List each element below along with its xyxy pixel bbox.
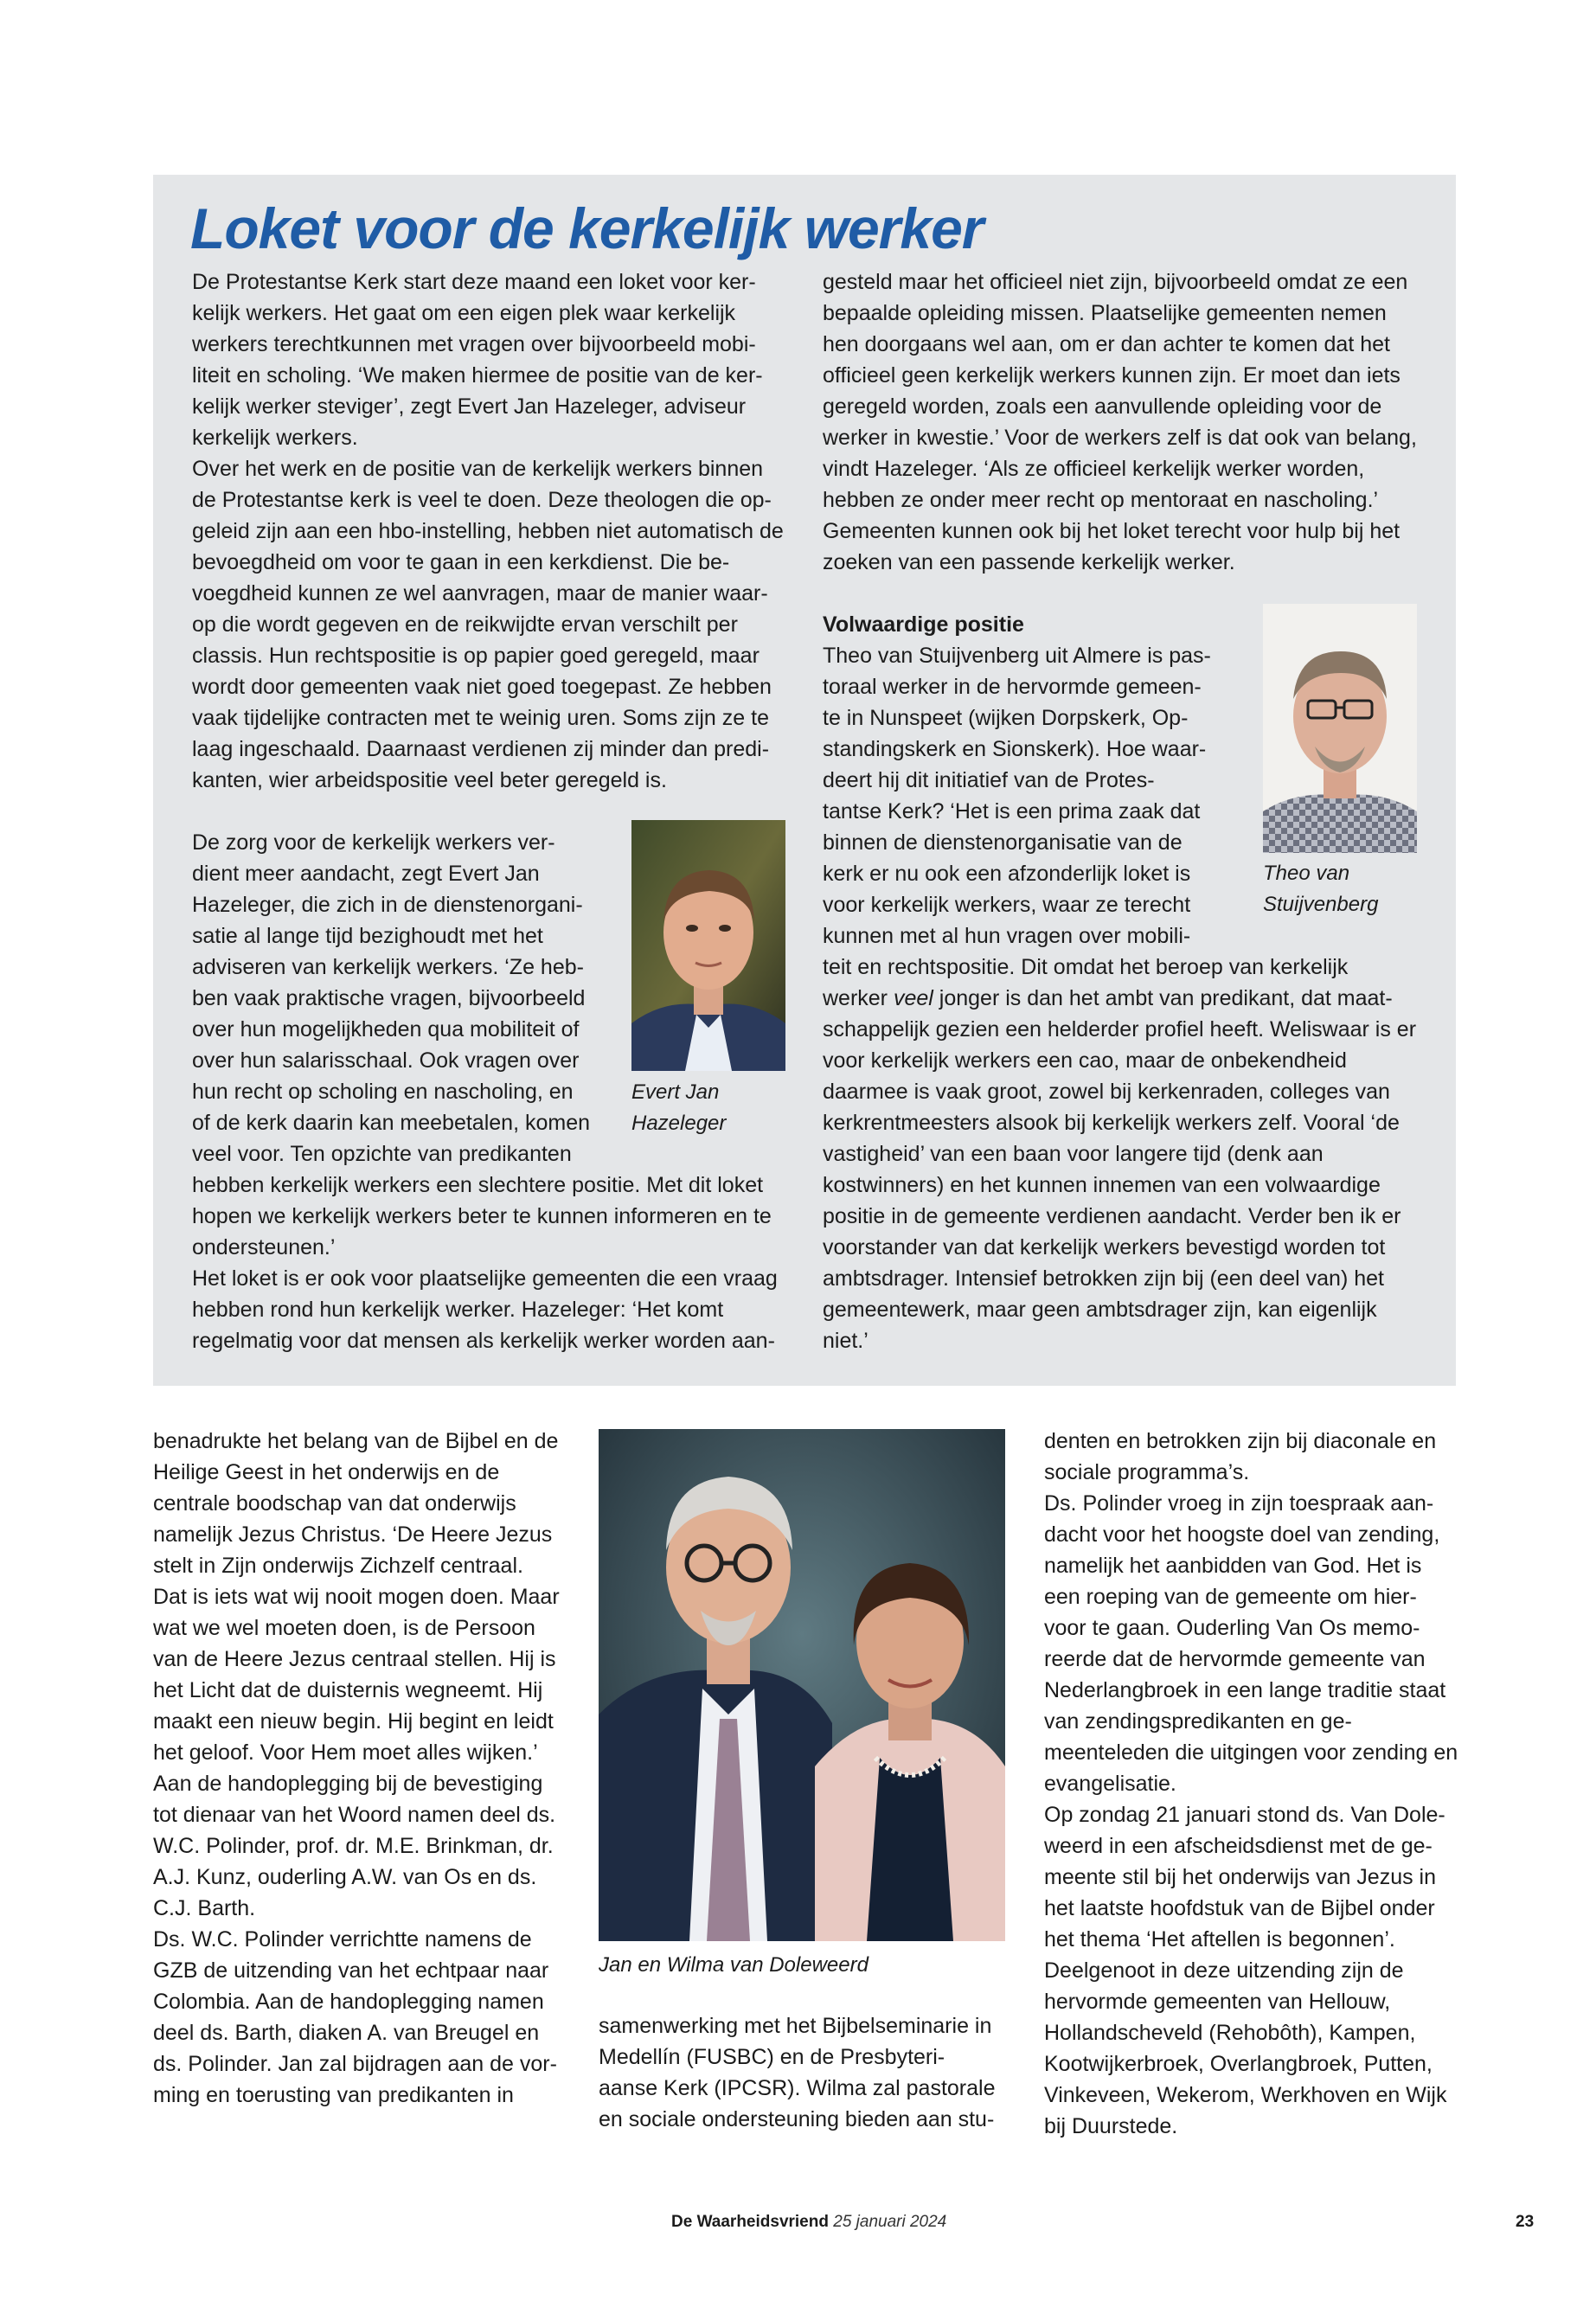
main-column-2 — [599, 2010, 1010, 2135]
text-line: toraal werker in de hervormde gemeen- — [823, 675, 1202, 699]
main-paragraph: Ds. Polinder vroeg in zijn toespraak aan- dacht voor het hoogste doel van zending, namelijk het aanbidden van God. Het is een roeping van de gemeente om hier- voor te gaan. Ouderling Van Os memo- reerde dat de hervormde gemeente van Nederlangbroek in een lange traditie staat van zendingspredikanten en ge- meenteleden die uitgingen voor zending en evangelisatie. — [1044, 1491, 1458, 1796]
main-column-3 — [1044, 1426, 1459, 2142]
text-line: binnen de dienstenorganisatie van de — [823, 830, 1183, 855]
text-span: jonger is dan het ambt van predikant, dat maat- schappelijk gezien een helderder profiel heeft. Weliswaar is er voor kerkelijk werkers een cao, maar de onbekendheid daarmee is vaak groot, zowel bij kerkenraden, colleges van kerkrentmeesters alsook bij kerkelijk werkers zelf. Vooral ‘de vastigheid’ van een baan voor langere tijd (denk aan kostwinners) en het kunnen innemen van een volwaardige positie in de gemeente verdienen aandacht. Verder ben ik er voorstander van dat kerkelijk werkers bevestigd worden tot ambtsdrager. Intensief betrokken zijn bij (een deel van) het gemeentewerk, maar geen ambtsdrager zijn, kan eigenlijk niet.’ — [823, 986, 1417, 1353]
text-line: adviseren van kerkelijk werkers. ‘Ze heb- — [192, 955, 584, 979]
portrait-illustration — [631, 820, 785, 1071]
publication-name: De Waarheidsvriend — [671, 2213, 829, 2231]
text-line: ben vaak praktische vragen, bijvoorbeeld — [192, 986, 586, 1010]
text-span: werker — [823, 986, 894, 1010]
text-line: over hun salarisschaal. Ook vragen over — [192, 1048, 580, 1073]
publication-date: 25 januari 2024 — [833, 2213, 947, 2231]
portrait-illustration — [1263, 604, 1417, 853]
text-line: teit en rechtspositie. Dit omdat het beroep van kerkelijk — [823, 955, 1349, 979]
photo-evert-jan-hazeleger — [631, 820, 785, 1071]
text-line: Hazeleger, die zich in de dienstenorgani- — [192, 893, 583, 917]
box-paragraph: Over het werk en de positie van de kerkelijk werkers binnen de Protestantse kerk is veel te doen. Deze theologen die op- geleid zijn aan een hbo-instelling, hebben niet automatisch de bevoegdheid om voor te gaan in een kerkdienst. Die be- voegdheid kunnen ze wel aanvragen, maar de manier waar- op die wordt gegeven en de reikwijdte ervan verschilt per classis. Hun rechtspositie is op papier goed geregeld, maar wordt door gemeenten vaak niet goed toegepast. Ze hebben vaak tijdelijke contracten met te weinig uren. Soms zijn ze te laag ingeschaald. Daarnaast verdienen zij minder dan predi- kanten, wier arbeidspositie veel beter geregeld is. — [192, 457, 784, 792]
text-line: te in Nunspeet (wijken Dorpskerk, Op- — [823, 706, 1189, 730]
text-line: kunnen met al hun vragen over mobili- — [823, 924, 1191, 948]
main-paragraph: benadrukte het belang van de Bijbel en de Heilige Geest in het onderwijs en de centrale boodschap van dat onderwijs namelijk Jezus Christus. ‘De Heere Jezus stelt in Zijn onderwijs Zichzelf centraal. Dat is iets wat wij nooit mogen doen. Maar wat we wel moeten doen, is de Persoon van de Heere Jezus centraal stellen. Hij is het Licht dat de duisternis wegneemt. Hij maakt een nieuw begin. Hij begint en leidt het geloof. Voor Hem moet alles wijken.’ — [153, 1429, 560, 1765]
text-line: hopen we kerkelijk werkers beter te kunnen informeren en te — [192, 1204, 772, 1228]
portrait-illustration — [599, 1429, 1005, 1941]
caption-theo — [1263, 858, 1378, 920]
text-line: voor kerkelijk werkers, waar ze terecht — [823, 893, 1191, 917]
subheading-text: Volwaardige positie — [823, 612, 1024, 637]
caption-hazeleger — [631, 1077, 726, 1139]
caption-line: Theo van — [1263, 862, 1350, 885]
page-number: 23 — [1516, 2213, 1535, 2231]
box-paragraph — [823, 983, 1428, 1356]
text-line: standingskerk en Sionskerk). Hoe waar- — [823, 737, 1207, 761]
text-line: veel voor. Ten opzichte van predikanten — [192, 1142, 572, 1166]
text-line: deert hij dit initiatief van de Protes- — [823, 768, 1155, 792]
text-line: hun recht op scholing en nascholing, en — [192, 1080, 574, 1104]
caption-line: Hazeleger — [631, 1112, 727, 1135]
main-paragraph: Aan de handoplegging bij de bevestiging tot dienaar van het Woord namen deel ds. W.C. Polinder, prof. dr. M.E. Brinkman, dr. A.J. Kunz, ouderling A.W. van Os en ds. C.J. Barth. — [153, 1772, 556, 1920]
emphasis: veel — [893, 986, 933, 1010]
text-line: ondersteunen.’ — [192, 1235, 336, 1259]
main-column-1 — [153, 1426, 560, 2111]
caption-line: Stuijvenberg — [1263, 893, 1379, 916]
box-paragraph: De Protestantse Kerk start deze maand een loket voor ker- kelijk werkers. Het gaat om een eigen plek waar kerkelijk werkers terechtkunnen met vragen over bijvoorbeeld mobi- liteit en scholing. ‘We maken hiermee de positie van de ker- kelijk werker steviger’, zegt Evert Jan Hazeleger, adviseur kerkelijk werkers. — [192, 270, 763, 450]
text-line: hebben kerkelijk werkers een slechtere positie. Met dit loket — [192, 1173, 764, 1197]
caption-line: Evert Jan — [631, 1080, 720, 1104]
main-paragraph: Ds. W.C. Polinder verrichtte namens de GZB de uitzending van het echtpaar naar Colombia. Aan de handoplegging namen deel ds. Barth, diaken A. van Breugel en ds. Polinder. Jan zal bijdragen aan de vor- ming en toerusting van predikanten in — [153, 1927, 557, 2107]
main-paragraph: Op zondag 21 januari stond ds. Van Dole- weerd in een afscheidsdienst met de ge- meente stil bij het onderwijs van Jezus in het laatste hoofdstuk van de Bijbel onder het thema ‘Het aftellen is begonnen’. Deelgenoot in deze uitzending zijn de hervormde gemeenten van Hellouw, Hollandscheveld (Rehobôth), Kampen, Kootwijkerbroek, Overlangbroek, Putten, Vinkeveen, Wekerom, Werkhoven en Wijk bij Duurstede. — [1044, 1803, 1447, 2138]
main-paragraph: samenwerking met het Bijbelseminarie in Medellín (FUSBC) en de Presbyteri- aanse Kerk (IPCSR). Wilma zal pastorale en sociale ondersteuning bieden aan stu- — [599, 2014, 996, 2131]
text-line: of de kerk daarin kan meebetalen, komen — [192, 1111, 590, 1135]
article-title: Loket voor de kerkelijk werker — [190, 196, 984, 260]
text-line: kerk er nu ook een afzonderlijk loket is — [823, 862, 1191, 886]
main-paragraph: denten en betrokken zijn bij diaconale en sociale programma’s. — [1044, 1429, 1437, 1484]
photo-theo-van-stuijvenberg — [1263, 604, 1417, 853]
text-line: tantse Kerk? ‘Het is een prima zaak dat — [823, 799, 1201, 824]
box-paragraph: Het loket is er ook voor plaatselijke gemeenten die een vraag hebben rond hun kerkelijk werker. Hazeleger: ‘Het komt regelmatig voor dat mensen als kerkelijk werker worden aan- — [192, 1266, 778, 1353]
box-paragraph: gesteld maar het officieel niet zijn, bijvoorbeeld omdat ze een bepaalde opleiding missen. Plaatselijke gemeenten nemen hen doorgaans wel aan, om er dan achter te komen dat het officieel geen kerkelijk werkers kunnen zijn. Er moet dan iets geregeld worden, zoals een aanvullende opleiding voor de werker in kwestie.’ Voor de werkers zelf is dat ook van belang, vindt Hazeleger. ‘Als ze officieel kerkelijk werker worden, hebben ze onder meer recht op mentoraat en nascholing.’ Gemeenten kunnen ook bij het loket terecht voor hulp bij het zoeken van een passende kerkelijk werker. — [823, 270, 1417, 574]
text-line: Theo van Stuijvenberg uit Almere is pas- — [823, 644, 1211, 668]
text-line: De zorg voor de kerkelijk werkers ver- — [192, 830, 555, 855]
caption-couple: Jan en Wilma van Doleweerd — [599, 1953, 869, 1977]
box-column-1 — [192, 266, 789, 1356]
photo-jan-en-wilma-van-doleweerd — [599, 1429, 1005, 1941]
footer-publication — [671, 2213, 946, 2232]
text-line: satie al lange tijd bezighoudt met het — [192, 924, 543, 948]
text-line: over hun mogelijkheden qua mobiliteit of — [192, 1017, 580, 1042]
text-line: dient meer aandacht, zegt Evert Jan — [192, 862, 540, 886]
